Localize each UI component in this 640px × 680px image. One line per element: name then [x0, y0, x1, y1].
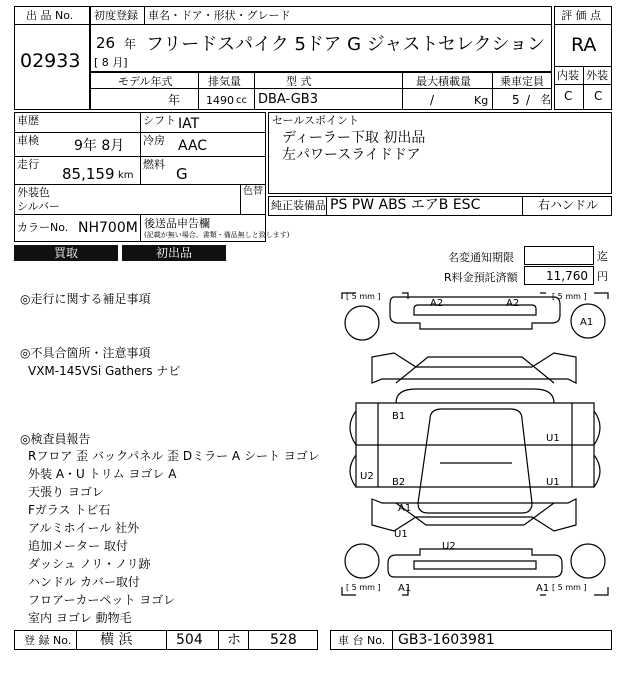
damage-mark: U1	[546, 477, 560, 488]
displacement-unit: cc	[236, 95, 247, 106]
score-label: 評 価 点	[561, 9, 601, 22]
recycle-label: R料金預託済額	[444, 271, 518, 284]
registration-label: 登 録 No.	[24, 634, 72, 647]
ac: AAC	[178, 138, 208, 154]
deadline-label: 名変通知期限	[448, 251, 514, 264]
capacity-unit: 名	[540, 93, 551, 106]
inspector-line: 室内 ヨゴレ 動物毛	[28, 611, 132, 625]
capacity-label: 乗車定員	[500, 75, 544, 88]
defect-line: VXM-145VSi Gathers ナビ	[28, 364, 181, 378]
inspector-line: ダッシュ ノリ・ノリ跡	[28, 557, 151, 571]
tire-depth-label: [ 5 mm ]	[346, 292, 381, 301]
ac-label: 冷房	[143, 134, 165, 147]
damage-mark: U2	[442, 541, 456, 552]
model-code: DBA-GB3	[258, 92, 318, 107]
equipment-label: 純正装備品	[271, 199, 326, 212]
lot-label: 出 品 No.	[26, 9, 74, 22]
damage-mark: U1	[394, 529, 408, 540]
mileage-unit: km	[118, 170, 134, 181]
driving-notes-title: ◎走行に関する補足事項	[20, 292, 151, 306]
first-reg-label: 初度登録	[94, 9, 138, 22]
damage-mark: U1	[546, 433, 560, 444]
tire-depth-label: [ 5 mm ]	[552, 583, 587, 592]
tire-depth-label: [ 5 mm ]	[552, 292, 587, 301]
inspector-line: アルミホイール 社外	[28, 521, 140, 535]
exterior-grade: C	[594, 89, 603, 103]
capacity-slash: /	[526, 93, 531, 107]
shift: IAT	[178, 116, 200, 132]
chassis-number: GB3-1603981	[398, 632, 495, 648]
deadline-box	[524, 246, 594, 265]
mileage: 85,159	[62, 165, 115, 183]
capacity: 5	[512, 93, 520, 107]
color-no-label: カラーNo.	[17, 221, 69, 234]
inspector-title: ◎検査員報告	[20, 432, 91, 446]
post-report-note: (記載が無い場合、書類・備品無しと致します)	[144, 231, 290, 239]
damage-mark: U2	[360, 471, 374, 482]
registration-class: 504	[176, 632, 203, 648]
recycle-unit: 円	[597, 270, 608, 283]
reg-year: 26	[96, 34, 116, 52]
displacement-label: 排気量	[208, 75, 241, 88]
displacement: 1490	[206, 94, 234, 107]
score: RA	[571, 34, 597, 56]
load-unit: Kg	[474, 94, 489, 107]
max-load: /	[430, 93, 435, 107]
interior-label: 内装	[557, 69, 579, 82]
car-name-label: 車名・ドア・形状・グレード	[148, 9, 291, 22]
ext-color-label: 外装色	[17, 186, 50, 199]
registration-number: 528	[270, 632, 297, 648]
sales-point-line: ディーラー下取 初出品	[282, 130, 426, 146]
shift-label: シフト	[143, 114, 176, 127]
model-year-label: モデル年式	[118, 75, 173, 88]
chassis-label: 車 台 No.	[338, 634, 386, 647]
inspector-line: 追加メーター 取付	[28, 539, 128, 553]
damage-mark: B2	[392, 477, 406, 488]
inspector-line: 天張り ヨゴレ	[28, 485, 104, 499]
inspection-label: 車検	[17, 134, 39, 147]
interior-grade: C	[564, 89, 573, 103]
tag-first-listing: 初出品	[122, 245, 226, 261]
model-label: 型 式	[286, 75, 312, 88]
post-report-label: 後送品申告欄	[144, 217, 210, 230]
tire-depth-label: [ 5 mm ]	[346, 583, 381, 592]
history-label: 車歴	[17, 114, 39, 127]
ext-color: シルバー	[17, 200, 60, 213]
fuel: G	[176, 165, 188, 183]
inspection: 9年 8月	[74, 138, 125, 154]
car-name: フリードスパイク 5ドア G ジャストセレクション	[146, 34, 546, 55]
inspector-line: 外装 A・U トリム ヨゴレ A	[28, 467, 177, 481]
sales-point-line: 左パワースライドドア	[282, 147, 421, 163]
inspector-line: フロアーカーペット ヨゴレ	[28, 593, 176, 607]
exterior-label: 外装	[586, 69, 608, 82]
color-no: NH700M	[78, 220, 138, 236]
registration-kana: ホ	[227, 632, 241, 648]
registration-region: 横 浜	[100, 632, 133, 648]
mileage-label: 走行	[17, 158, 39, 171]
reg-year-unit: 年	[124, 37, 137, 51]
deadline-unit: 迄	[597, 250, 608, 263]
damage-mark: A1	[580, 317, 594, 328]
recycle-value: 11,760	[546, 269, 588, 283]
car-damage-diagram	[336, 287, 614, 603]
sales-points-label: セールスポイント	[272, 114, 360, 127]
damage-mark: A2	[430, 298, 444, 309]
damage-mark: B1	[392, 411, 406, 422]
damage-mark: A1	[536, 583, 550, 594]
inspector-line: ハンドル カバー取付	[28, 575, 140, 589]
max-load-label: 最大積載量	[416, 75, 471, 88]
lot-number: 02933	[20, 50, 81, 72]
repaint-label: 色替	[243, 186, 263, 197]
handle: 右ハンドル	[538, 198, 599, 212]
fuel-label: 燃料	[143, 158, 165, 171]
model-year-unit: 年	[168, 93, 181, 107]
damage-mark: A2	[506, 298, 520, 309]
inspector-line: Fガラス トビ石	[28, 503, 111, 517]
damage-mark: A1	[398, 503, 412, 514]
reg-month: [ 8 月]	[94, 56, 128, 69]
damage-mark: A1	[398, 583, 412, 594]
defects-title: ◎不具合箇所・注意事項	[20, 346, 151, 360]
equipment-value: PS PW ABS エアB ESC	[330, 197, 481, 213]
tag-buy: 買取	[14, 245, 118, 261]
inspector-line: Rフロア 歪 バックパネル 歪 Dミラー A シート ヨゴレ	[28, 449, 320, 463]
